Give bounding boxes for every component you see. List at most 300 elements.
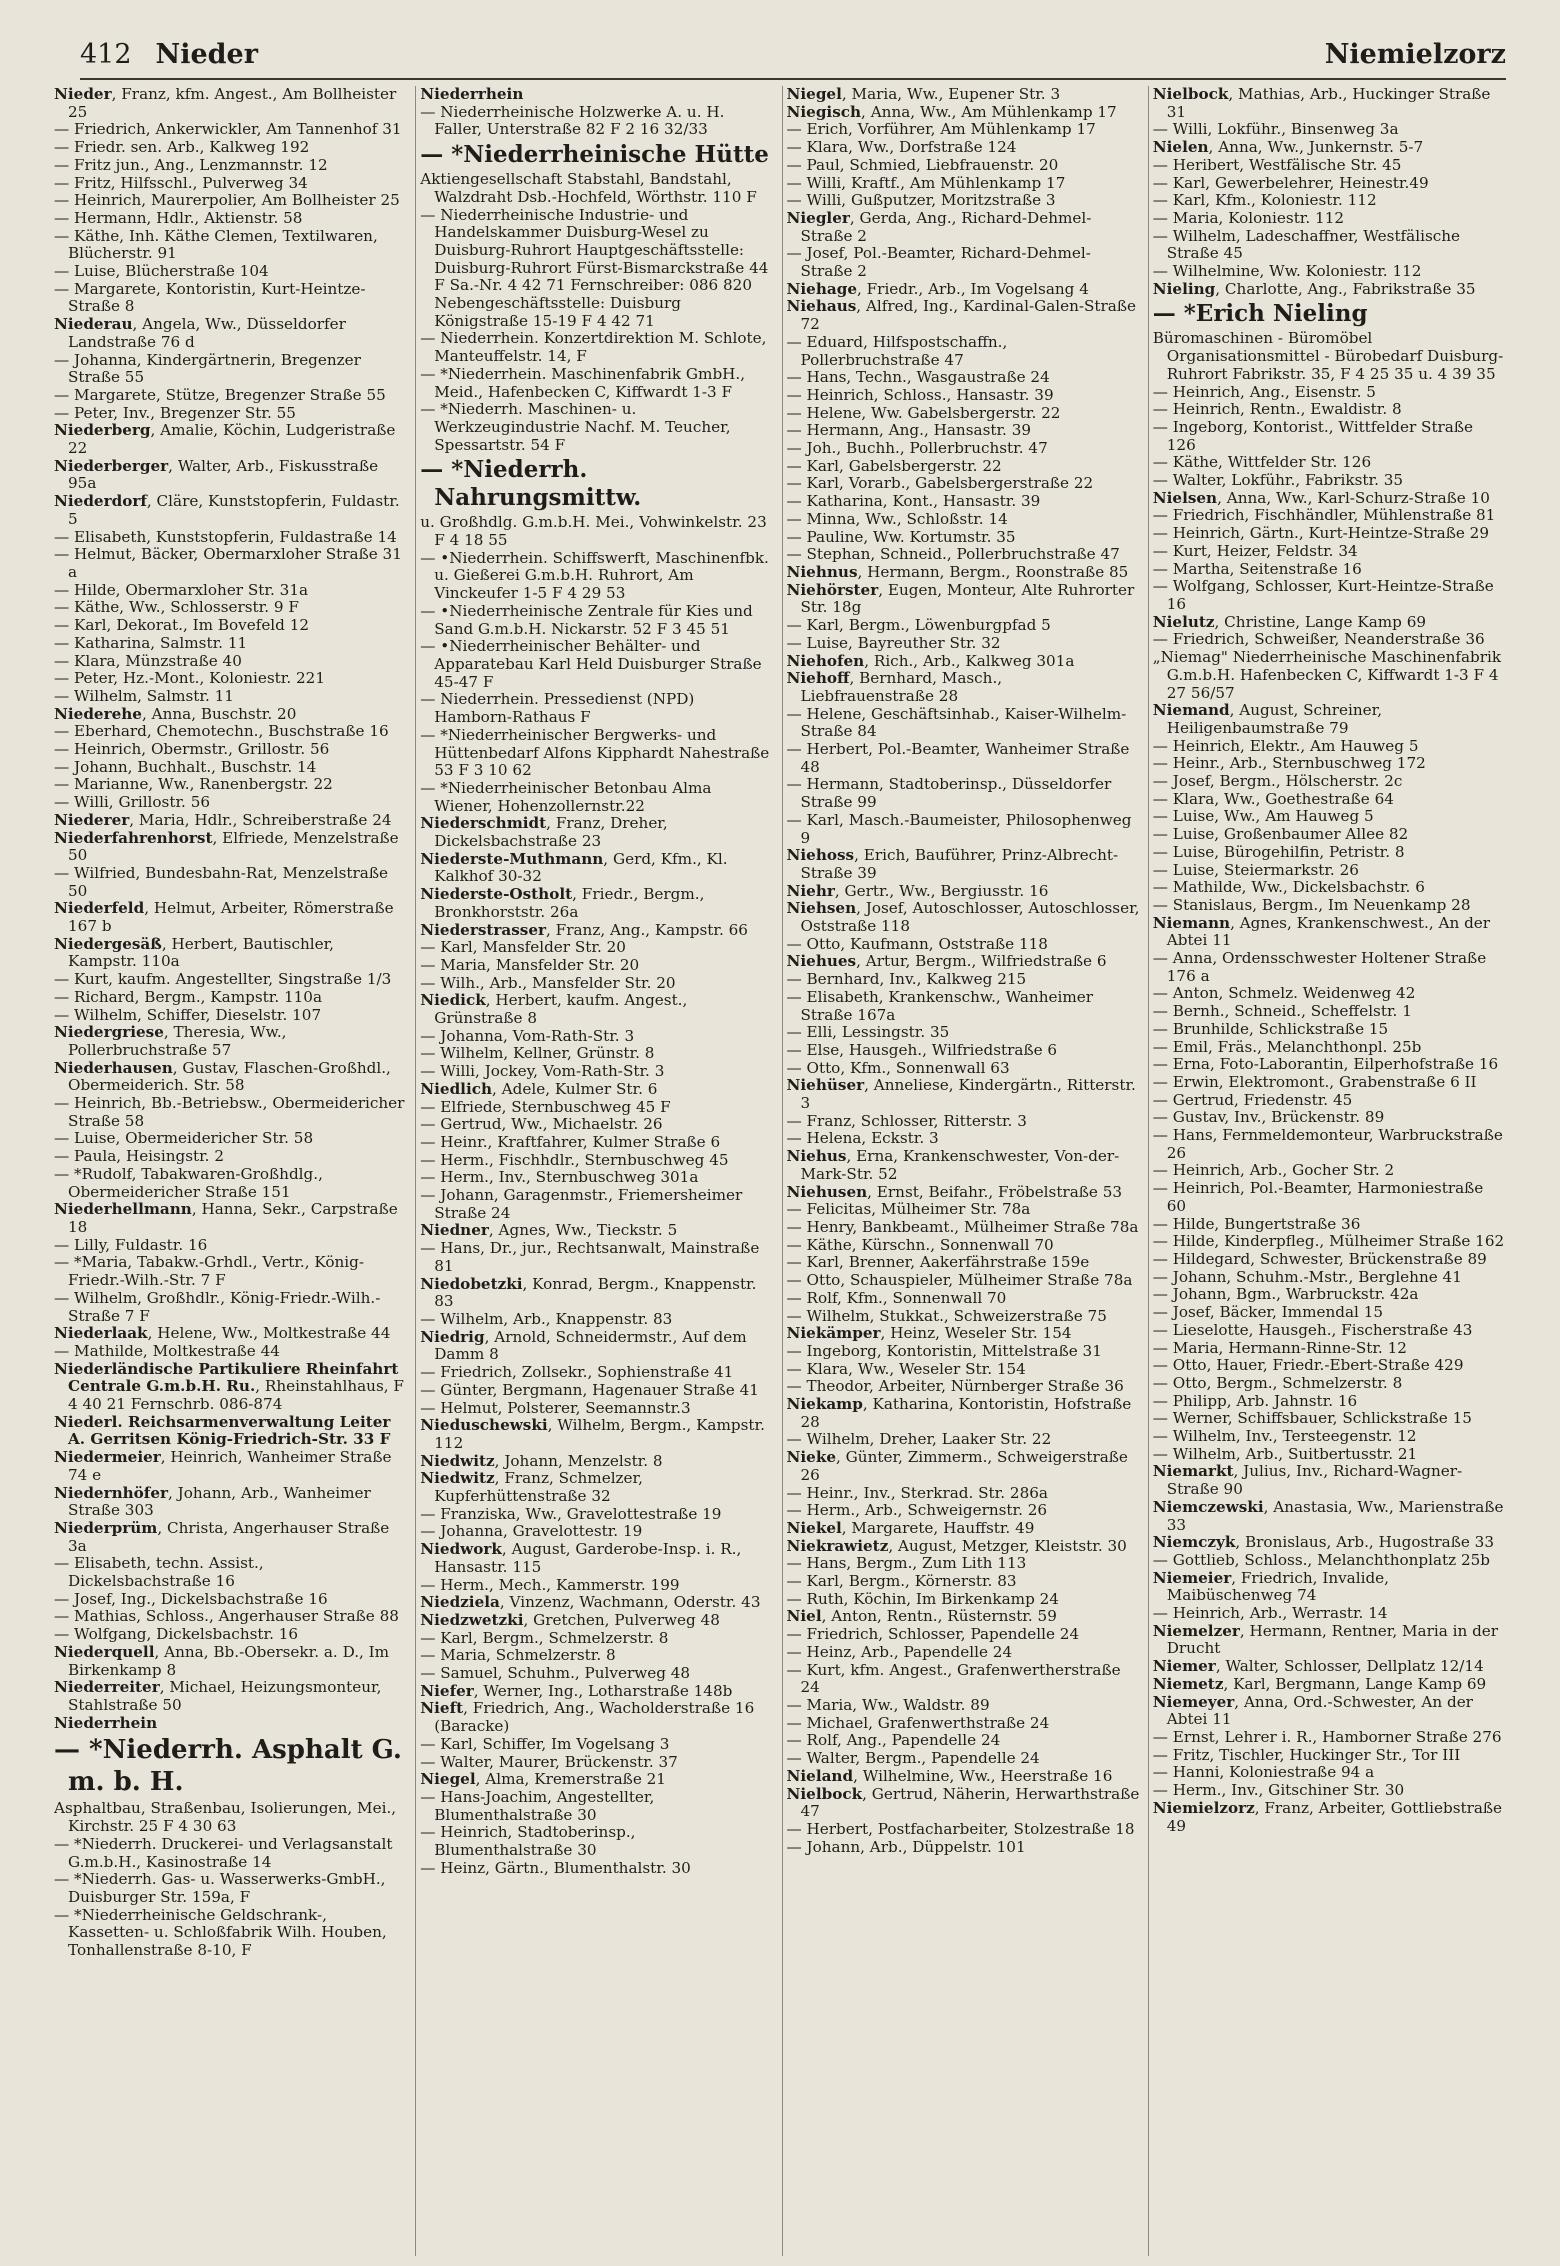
- directory-entry: Niemczyk, Bronislaus, Arb., Hugostraße 33: [1152, 1533, 1494, 1552]
- directory-entry: — Kurt, kaufm. Angestellter, Singstraße 1/3: [54, 970, 392, 989]
- directory-entry: — Hans-Joachim, Angestellter, Blumenthalstraße 30: [420, 1787, 655, 1824]
- directory-entry: — Heinrich, Arb., Werrastr. 14: [1152, 1604, 1388, 1623]
- directory-entry: Niehage, Friedr., Arb., Im Vogelsang 4: [786, 279, 1089, 298]
- directory-entry: — Karl, Schiffer, Im Vogelsang 3: [420, 1734, 670, 1753]
- directory-entry: Niemielzorz, Franz, Arbeiter, Gottliebstraße 49: [1152, 1798, 1503, 1835]
- directory-entry: — Otto, Kaufmann, Oststraße 118: [786, 934, 1048, 953]
- directory-entry: Niederer, Maria, Hdlr., Schreiberstraße 24: [54, 810, 392, 829]
- directory-entry: — Mathilde, Moltkestraße 44: [54, 1341, 280, 1360]
- directory-entry: — Theodor, Arbeiter, Nürnberger Straße 36: [786, 1377, 1124, 1396]
- directory-entry: Niedergriese, Theresia, Ww., Pollerbruchstraße 57: [54, 1023, 287, 1059]
- directory-entry: — Stephan, Schneid., Pollerbruchstraße 47: [786, 545, 1120, 564]
- directory-entry: — Maria, Schmelzerstr. 8: [420, 1646, 616, 1665]
- directory-entry: Niekamp, Katharina, Kontoristin, Hofstraße 28: [786, 1395, 1132, 1431]
- directory-entry: — Wilhelm, Dreher, Laaker Str. 22: [786, 1430, 1052, 1449]
- directory-entry: — Karl, Brenner, Aakerfährstraße 159e: [786, 1253, 1090, 1272]
- directory-entry: — Wilhelm, Salmstr. 11: [54, 686, 234, 705]
- directory-entry: — Mathilde, Ww., Dickelsbachstr. 6: [1152, 878, 1425, 897]
- directory-entry: — *Niederrh. Druckerei- und Verlagsanstalt G.m.b.H., Kasinostraße 14: [54, 1834, 393, 1871]
- directory-entry: Nielen, Anna, Ww., Junkernstr. 5-7: [1152, 138, 1424, 157]
- directory-entry: Nielbock, Gertrud, Näherin, Herwarthstraße 47: [786, 1784, 1140, 1821]
- directory-entry: — Johanna, Kindergärtnerin, Bregenzer Straße 55: [54, 350, 361, 387]
- directory-entry: — Anna, Ordensschwester Holtener Straße 176 a: [1152, 949, 1487, 985]
- directory-entry: — *Niederrhein. Maschinenfabrik GmbH., Meid., Hafenbecken C, Kiffwardt 1-3 F: [420, 364, 746, 401]
- directory-entry: — Pauline, Ww. Kortumstr. 35: [786, 527, 1016, 546]
- directory-entry: — Karl, Bergm., Löwenburgpfad 5: [786, 616, 1051, 635]
- directory-entry: Niemarkt, Julius, Inv., Richard-Wagner-Straße 90: [1152, 1462, 1463, 1499]
- directory-entry: — Heinrich, Pol.-Beamter, Harmoniestraße 60: [1152, 1179, 1484, 1215]
- directory-entry: Nieland, Wilhelmine, Ww., Heerstraße 16: [786, 1766, 1113, 1785]
- directory-entry: Nielsen, Anna, Ww., Karl-Schurz-Straße 10: [1152, 488, 1490, 507]
- directory-entry: Niegel, Maria, Ww., Eupener Str. 3: [786, 86, 1061, 103]
- directory-entry: — Willi, Gußputzer, Moritzstraße 3: [786, 191, 1056, 210]
- directory-entry: — Peter, Inv., Bregenzer Str. 55: [54, 403, 296, 422]
- directory-entry: Niegel, Alma, Kremerstraße 21: [420, 1770, 666, 1789]
- directory-entry: — Heinrich, Ang., Eisenstr. 5: [1152, 382, 1376, 401]
- directory-entry: — Wilhelm, Kellner, Grünstr. 8: [420, 1044, 655, 1063]
- directory-entry: — Gustav, Inv., Brückenstr. 89: [1152, 1108, 1385, 1127]
- directory-entry: — *Niederrh. Maschinen- u. Werkzeugindustrie Nachf. M. Teucher, Spessartstr. 54 F: [420, 400, 731, 454]
- directory-entry: — Luise, Steiermarkstr. 26: [1152, 860, 1359, 879]
- directory-entry: — Bernhard, Inv., Kalkweg 215: [786, 970, 1027, 989]
- directory-entry: — Herbert, Postfacharbeiter, Stolzestraße 18: [786, 1819, 1135, 1838]
- directory-entry: — Wilfried, Bundesbahn-Rat, Menzelstraße 50: [54, 863, 388, 900]
- directory-entry: — Philipp, Arb. Jahnstr. 16: [1152, 1391, 1358, 1410]
- directory-entry: Niemeyer, Anna, Ord.-Schwester, An der Abtei 11: [1152, 1692, 1473, 1729]
- directory-entry: — *Niederrheinische Hütte: [420, 141, 769, 169]
- directory-entry: — Klara, Ww., Goethestraße 64: [1152, 789, 1394, 808]
- directory-entry: — *Niederrheinischer Betonbau Alma Wiener, Hohenzollernstr.22: [420, 778, 712, 815]
- directory-entry: — •Niederrhein. Schiffswerft, Maschinenfbk. u. Gießerei G.m.b.H. Ruhrort, Am Vinckeufer 1-5 F 4 29 53: [420, 548, 769, 603]
- directory-entry: Niederdorf, Cläre, Kunststopferin, Fuldastr. 5: [54, 492, 400, 528]
- column-3: [782, 86, 1140, 2256]
- directory-entry: — Käthe, Inh. Käthe Clemen, Textilwaren, Blücherstr. 91: [54, 226, 378, 263]
- directory-entry: — Martha, Seitenstraße 16: [1152, 559, 1362, 578]
- directory-entry: — Josef, Bergm., Hölscherstr. 2c: [1152, 772, 1403, 791]
- directory-entry: — Minna, Ww., Schloßstr. 14: [786, 509, 1008, 528]
- directory-entry: — Heribert, Westfälische Str. 45: [1152, 155, 1402, 174]
- directory-entry: — Katharina, Kont., Hansastr. 39: [786, 492, 1041, 511]
- directory-entry: Niekel, Margarete, Hauffstr. 49: [786, 1518, 1035, 1537]
- directory-entry: — Franziska, Ww., Gravelottestraße 19: [420, 1504, 722, 1523]
- directory-entry: Niedermeier, Heinrich, Wanheimer Straße 74 e: [54, 1448, 392, 1484]
- directory-entry: — Herm., Inv., Sternbuschweg 301a: [420, 1168, 699, 1187]
- page-header: [80, 30, 1506, 80]
- directory-entry: Niederschmidt, Franz, Dreher, Dickelsbachstraße 23: [420, 814, 668, 851]
- directory-entry: — Hilde, Bungertstraße 36: [1152, 1214, 1361, 1233]
- directory-entry: — Heinrich, Obermstr., Grillostr. 56: [54, 740, 330, 759]
- header-last-entry: Niemielzorz: [1324, 38, 1506, 70]
- directory-entry: Niedrig, Arnold, Schneidermstr., Auf dem Damm 8: [420, 1327, 747, 1364]
- directory-entry: — Elli, Lessingstr. 35: [786, 1023, 950, 1042]
- directory-entry: Niedwitz, Johann, Menzelstr. 8: [420, 1451, 663, 1470]
- directory-entry: — Fritz, Tischler, Huckinger Str., Tor III: [1152, 1745, 1461, 1764]
- directory-entry: Niederehe, Anna, Buschstr. 20: [54, 704, 297, 723]
- directory-entry: — Maria, Mansfelder Str. 20: [420, 955, 640, 974]
- directory-entry: Niegler, Gerda, Ang., Richard-Dehmel-Straße 2: [786, 208, 1092, 245]
- directory-entry: — *Maria, Tabakw.-Grhdl., Vertr., König-Friedr.-Wilh.-Str. 7 F: [54, 1253, 364, 1290]
- directory-entry: — Otto, Schauspieler, Mülheimer Straße 78a: [786, 1271, 1133, 1290]
- directory-entry: — Lieselotte, Hausgeh., Fischerstraße 43: [1152, 1320, 1473, 1339]
- directory-entry: — Günter, Bergmann, Hagenauer Straße 41: [420, 1380, 759, 1399]
- directory-entry: — Felicitas, Mülheimer Str. 78a: [786, 1200, 1031, 1219]
- directory-entry: Niehus, Erna, Krankenschwester, Von-der-Mark-Str. 52: [786, 1147, 1120, 1183]
- directory-entry: — Samuel, Schuhm., Pulverweg 48: [420, 1664, 691, 1683]
- directory-entry: — •Niederrheinischer Behälter- und Apparatebau Karl Held Duisburger Straße 45-47 F: [420, 637, 762, 691]
- directory-entry: — Käthe, Kürschn., Sonnenwall 70: [786, 1235, 1054, 1254]
- directory-entry: — Otto, Hauer, Friedr.-Ebert-Straße 429: [1152, 1356, 1464, 1375]
- directory-entry: Niehnus, Hermann, Bergm., Roonstraße 85: [786, 562, 1129, 581]
- directory-entry: — Kurt, Heizer, Feldstr. 34: [1152, 541, 1358, 560]
- directory-entry: — Herm., Mech., Kammerstr. 199: [420, 1575, 680, 1594]
- directory-entry: — Friedrich, Fischhändler, Mühlenstraße 81: [1152, 506, 1496, 525]
- directory-entry: — Karl, Vorarb., Gabelsbergerstraße 22: [786, 474, 1094, 493]
- directory-entry: Niederprüm, Christa, Angerhauser Straße 3a: [54, 1518, 390, 1555]
- directory-entry: — Ruth, Köchin, Im Birkenkamp 24: [786, 1589, 1059, 1608]
- directory-entry: — Wolfgang, Dickelsbachstr. 16: [54, 1625, 299, 1644]
- directory-entry: — Johann, Bgm., Warbruckstr. 42a: [1152, 1285, 1419, 1304]
- directory-entry: Niederfeld, Helmut, Arbeiter, Römerstraße 167 b: [54, 899, 394, 936]
- directory-entry: — Werner, Schiffsbauer, Schlickstraße 15: [1152, 1409, 1472, 1428]
- directory-entry: Niedzwetzki, Gretchen, Pulverweg 48: [420, 1610, 720, 1629]
- directory-entry: — Hans, Bergm., Zum Lith 113: [786, 1554, 1027, 1573]
- directory-entry: — Walter, Maurer, Brückenstr. 37: [420, 1752, 678, 1771]
- directory-entry: — Heinrich, Rentn., Ewaldistr. 8: [1152, 400, 1402, 419]
- directory-entry: Niehörster, Eugen, Monteur, Alte Ruhrorter Str. 18g: [786, 580, 1135, 617]
- directory-entry: — •Niederrheinische Zentrale für Kies und Sand G.m.b.H. Nickarstr. 52 F 3 45 51: [420, 601, 753, 638]
- column-2: [415, 86, 773, 2256]
- directory-entry: — Wilhelmine, Ww. Koloniestr. 112: [1152, 262, 1422, 281]
- directory-entry: — Else, Hausgeh., Wilfriedstraße 6: [786, 1040, 1058, 1059]
- directory-entry: Niederste-Muthmann, Gerd, Kfm., Kl. Kalkhof 30-32: [420, 849, 728, 886]
- directory-entry: — Helene, Geschäftsinhab., Kaiser-Wilhelm-Straße 84: [786, 704, 1127, 741]
- directory-entry: — Luise, Großenbaumer Allee 82: [1152, 825, 1409, 844]
- directory-entry: — Lilly, Fuldastr. 16: [54, 1235, 208, 1254]
- directory-entry: — Heinz, Gärtn., Blumenthalstr. 30: [420, 1858, 691, 1877]
- directory-entry: — Richard, Bergm., Kampstr. 110a: [54, 987, 323, 1006]
- directory-entry: — Helmut, Bäcker, Obermarxloher Straße 31 a: [54, 545, 402, 581]
- directory-entry: — Eduard, Hilfspostschaffn., Pollerbruchstraße 47: [786, 332, 1008, 369]
- directory-entry: — Herm., Inv., Gitschiner Str. 30: [1152, 1781, 1405, 1800]
- directory-entry: — Johann, Buchhalt., Buschstr. 14: [54, 757, 317, 776]
- directory-entry: — Klara, Ww., Weseler Str. 154: [786, 1359, 1026, 1378]
- directory-entry: — Willi, Jockey, Vom-Rath-Str. 3: [420, 1062, 665, 1081]
- directory-entry: — Niederrhein. Konzertdirektion M. Schlote, Manteuffelstr. 14, F: [420, 329, 767, 366]
- directory-entry: — Heinrich, Schloss., Hansastr. 39: [786, 385, 1054, 404]
- directory-entry: Büromaschinen - Büromöbel Organisationsmittel - Bürobedarf Duisburg-Ruhrort Fabrikstr. 35, F 4 25 35 u. 4 39 35: [1152, 329, 1504, 383]
- directory-entry: — Willi, Lokführ., Binsenweg 3a: [1152, 120, 1399, 139]
- directory-entry: Nielutz, Christine, Lange Kamp 69: [1152, 612, 1427, 631]
- directory-entry: — Hans, Fernmeldemonteur, Warbruckstraße 26: [1152, 1126, 1503, 1162]
- directory-entry: — *Niederrheinischer Bergwerks- und Hüttenbedarf Alfons Kipphardt Nahestraße 53 F 3 10 62: [420, 725, 770, 780]
- directory-entry: — Heinrich, Stadtoberinsp., Blumenthalstraße 30: [420, 1823, 636, 1860]
- directory-columns: [54, 86, 1506, 2256]
- directory-entry: Niemeier, Friedrich, Invalide, Maibüschenweg 74: [1152, 1568, 1389, 1605]
- directory-entry: — Heinrich, Arb., Gocher Str. 2: [1152, 1161, 1395, 1180]
- directory-entry: — Wilhelm, Schiffer, Dieselstr. 107: [54, 1005, 322, 1024]
- directory-entry: — Wolfgang, Schlosser, Kurt-Heintze-Straße 16: [1152, 577, 1494, 613]
- directory-entry: — Margarete, Stütze, Bregenzer Straße 55: [54, 385, 386, 404]
- directory-entry: — Friedrich, Schweißer, Neanderstraße 36: [1152, 630, 1485, 649]
- directory-entry: — Marianne, Ww., Ranenbergstr. 22: [54, 775, 333, 794]
- directory-entry: — Walter, Lokführ., Fabrikstr. 35: [1152, 471, 1404, 490]
- directory-entry: — Friedr. sen. Arb., Kalkweg 192: [54, 138, 310, 157]
- directory-entry: Niehr, Gertr., Ww., Bergiusstr. 16: [786, 881, 1049, 900]
- directory-entry: — Willi, Kraftf., Am Mühlenkamp 17: [786, 173, 1066, 192]
- directory-entry: Niederberg, Amalie, Köchin, Ludgeristraße 22: [54, 421, 396, 458]
- directory-entry: — *Niederrh. Asphalt G. m. b. H.: [54, 1735, 402, 1798]
- directory-entry: — Brunhilde, Schlickstraße 15: [1152, 1019, 1389, 1038]
- directory-entry: — Eberhard, Chemotechn., Buschstraße 16: [54, 722, 389, 741]
- directory-entry: — Karl, Kfm., Koloniestr. 112: [1152, 191, 1377, 210]
- directory-entry: Niedwork, August, Garderobe-Insp. i. R., Hansastr. 115: [420, 1540, 742, 1576]
- directory-entry: — Paul, Schmied, Liebfrauenstr. 20: [786, 155, 1059, 174]
- directory-entry: Niemann, Agnes, Krankenschwest., An der Abtei 11: [1152, 913, 1491, 950]
- directory-entry: — Erich, Vorführer, Am Mühlenkamp 17: [786, 120, 1096, 139]
- directory-entry: Niemczewski, Anastasia, Ww., Marienstraße 33: [1152, 1497, 1504, 1534]
- directory-entry: Niederrhein: [54, 1713, 158, 1732]
- directory-entry: — Fritz, Hilfsschl., Pulverweg 34: [54, 173, 308, 192]
- directory-entry: Niehsen, Josef, Autoschlosser, Autoschlosser, Oststraße 118: [786, 899, 1140, 936]
- directory-entry: — *Niederrheinische Geldschrank-, Kassetten- u. Schloßfabrik Wilh. Houben, Tonhallenstraße 8-10, F: [54, 1905, 387, 1960]
- directory-entry: — Erna, Foto-Laborantin, Eilperhofstraße 16: [1152, 1055, 1499, 1074]
- header-first-entry: Nieder: [155, 38, 258, 70]
- directory-entry: — Niederrhein. Pressedienst (NPD) Hamborn-Rathaus F: [420, 690, 695, 727]
- directory-entry: — Anton, Schmelz. Weidenweg 42: [1152, 984, 1416, 1003]
- directory-entry: — Herm., Arb., Schweigernstr. 26: [786, 1501, 1048, 1520]
- directory-entry: — Walter, Bergm., Papendelle 24: [786, 1749, 1040, 1768]
- directory-entry: — Gottlieb, Schloss., Melanchthonplatz 25b: [1152, 1550, 1491, 1569]
- page-number: 412: [80, 38, 132, 70]
- directory-entry: — Karl, Masch.-Baumeister, Philosophenweg 9: [786, 810, 1132, 847]
- directory-entry: — Heinr., Kraftfahrer, Kulmer Straße 6: [420, 1132, 721, 1151]
- directory-entry: Niederl. Reichsarmenverwaltung Leiter A. Gerritsen König-Friedrich-Str. 33 F: [54, 1412, 391, 1449]
- directory-entry: — Hanni, Koloniestraße 94 a: [1152, 1763, 1375, 1782]
- directory-entry: Niederfahrenhorst, Elfriede, Menzelstraße 50: [54, 828, 399, 865]
- directory-entry: — Emil, Fräs., Melanchthonpl. 25b: [1152, 1037, 1422, 1056]
- directory-entry: Niemetz, Karl, Bergmann, Lange Kamp 69: [1152, 1674, 1487, 1693]
- directory-entry: — Hermann, Stadtoberinsp., Düsseldorfer Straße 99: [786, 775, 1112, 812]
- directory-entry: — Hilde, Obermarxloher Str. 31a: [54, 580, 309, 599]
- directory-entry: — *Niederrh. Nahrungsmittw.: [420, 456, 642, 512]
- directory-entry: — Elisabeth, Krankenschw., Wanheimer Straße 167a: [786, 987, 1093, 1024]
- column-4: [1148, 86, 1506, 2256]
- directory-entry: — Heinr., Inv., Sterkrad. Str. 286a: [786, 1483, 1048, 1502]
- directory-entry: — Luise, Bürogehilfin, Petristr. 8: [1152, 842, 1405, 861]
- directory-entry: — Wilhelm, Stukkat., Schweizerstraße 75: [786, 1306, 1107, 1325]
- directory-entry: — Hermann, Ang., Hansastr. 39: [786, 421, 1032, 440]
- directory-entry: — Helmut, Polsterer, Seemannstr.3: [420, 1398, 691, 1417]
- directory-entry: Niedwitz, Franz, Schmelzer, Kupferhüttenstraße 32: [420, 1469, 643, 1506]
- directory-entry: Niedobetzki, Konrad, Bergm., Knappenstr. 83: [420, 1274, 757, 1311]
- directory-entry: Niel, Anton, Rentn., Rüsternstr. 59: [786, 1607, 1057, 1626]
- directory-entry: — Maria, Hermann-Rinne-Str. 12: [1152, 1338, 1407, 1357]
- directory-entry: Niedernhöfer, Johann, Arb., Wanheimer Straße 303: [54, 1483, 371, 1520]
- directory-entry: Niederberger, Walter, Arb., Fiskusstraße 95a: [54, 456, 379, 493]
- directory-entry: Niederquell, Anna, Bb.-Obersekr. a. D., Im Birkenkamp 8: [54, 1642, 390, 1679]
- directory-entry: — Wilhelm, Inv., Tersteegenstr. 12: [1152, 1427, 1417, 1446]
- directory-entry: — Ernst, Lehrer i. R., Hamborner Straße 276: [1152, 1727, 1502, 1746]
- directory-entry: — Stanislaus, Bergm., Im Neuenkamp 28: [1152, 895, 1471, 914]
- directory-entry: Nieduschewski, Wilhelm, Bergm., Kampstr. 112: [420, 1416, 765, 1452]
- directory-entry: Nieder, Franz, kfm. Angest., Am Bollheister 25: [54, 86, 397, 121]
- directory-entry: — Rolf, Kfm., Sonnenwall 70: [786, 1288, 1007, 1307]
- directory-entry: — Niederrheinische Industrie- und Handelskammer Duisburg-Wesel zu Duisburg-Ruhrort Hauptgeschäftsstelle: Duisburg-Ruhrort Fürst-Bismarckstraße 44 F Sa.-Nr. 4 42 71 Fernschreiber: 086 820 Nebengeschäftsstelle: Duisburg Königstraße 15-19 F 4 42 71: [420, 205, 769, 330]
- directory-entry: — Wilhelm, Arb., Suitbertusstr. 21: [1152, 1444, 1418, 1463]
- directory-entry: — Friedrich, Zollsekr., Sophienstraße 41: [420, 1363, 734, 1382]
- directory-entry: — Karl, Bergm., Körnerstr. 83: [786, 1572, 1017, 1591]
- directory-entry: Niekrawietz, August, Metzger, Kleiststr. 30: [786, 1536, 1127, 1555]
- directory-entry: — Karl, Gabelsbergerstr. 22: [786, 456, 1002, 475]
- directory-entry: u. Großhdlg. G.m.b.H. Mei., Vohwinkelstr. 23 F 4 18 55: [420, 513, 767, 550]
- directory-entry: Niehofen, Rich., Arb., Kalkweg 301a: [786, 651, 1075, 670]
- directory-entry: — Johann, Schuhm.-Mstr., Berglehne 41: [1152, 1267, 1462, 1286]
- directory-entry: — Maria, Koloniestr. 112: [1152, 208, 1345, 227]
- directory-entry: „Niemag" Niederrheinische Maschinenfabrik G.m.b.H. Hafenbecken C, Kiffwardt 1-3 F 4 27 56/57: [1152, 648, 1502, 702]
- directory-entry: Niederstrasser, Franz, Ang., Kampstr. 66: [420, 920, 748, 939]
- directory-entry: — Hermann, Hdlr., Aktienstr. 58: [54, 208, 303, 227]
- directory-entry: — Josef, Ing., Dickelsbachstraße 16: [54, 1589, 328, 1608]
- directory-entry: — Bernh., Schneid., Scheffelstr. 1: [1152, 1002, 1412, 1021]
- directory-entry: — Wilhelm, Arb., Knappenstr. 83: [420, 1310, 673, 1328]
- directory-entry: — Karl, Dekorat., Im Bovefeld 12: [54, 616, 310, 635]
- directory-entry: Asphaltbau, Straßenbau, Isolierungen, Mei., Kirchstr. 25 F 4 30 63: [54, 1799, 397, 1836]
- directory-entry: — *Rudolf, Tabakwaren-Großhdlg., Obermeidericher Straße 151: [54, 1164, 323, 1201]
- directory-entry: — Ingeborg, Kontoristin, Mittelstraße 31: [786, 1341, 1102, 1360]
- directory-entry: Niederste-Ostholt, Friedr., Bergm., Bronkhorststr. 26a: [420, 885, 705, 921]
- directory-entry: — Joh., Buchh., Pollerbruchstr. 47: [786, 439, 1048, 458]
- directory-entry: — Henry, Bankbeamt., Mülheimer Straße 78a: [786, 1218, 1139, 1236]
- directory-entry: Niehoss, Erich, Bauführer, Prinz-Albrecht-Straße 39: [786, 846, 1119, 882]
- directory-entry: — Kurt, kfm. Angest., Grafenwertherstraße 24: [786, 1660, 1121, 1697]
- directory-entry: — Hans, Dr., jur., Rechtsanwalt, Mainstraße 81: [420, 1239, 760, 1275]
- directory-entry: — Karl, Mansfelder Str. 20: [420, 938, 626, 957]
- directory-entry: Niekämper, Heinz, Weseler Str. 154: [786, 1324, 1072, 1343]
- directory-entry: Niemand, August, Schreiner, Heiligenbaumstraße 79: [1152, 701, 1383, 737]
- directory-entry: Niederhellmann, Hanna, Sekr., Carpstraße 18: [54, 1200, 398, 1236]
- directory-entry: Nieft, Friedrich, Ang., Wacholderstraße 16 (Baracke): [420, 1699, 755, 1736]
- directory-entry: — Otto, Kfm., Sonnenwall 63: [786, 1058, 1010, 1077]
- directory-entry: Niedner, Agnes, Ww., Tieckstr. 5: [420, 1221, 678, 1240]
- directory-entry: — Heinrich, Elektr., Am Hauweg 5: [1152, 736, 1419, 755]
- column-1: [54, 86, 407, 2256]
- directory-entry: — Hilde, Kinderpfleg., Mülheimer Straße 162: [1152, 1232, 1505, 1251]
- directory-entry: — Hildegard, Schwester, Brückenstraße 89: [1152, 1250, 1487, 1268]
- directory-entry: — Johann, Arb., Düppelstr. 101: [786, 1837, 1026, 1856]
- directory-entry: Niehoff, Bernhard, Masch., Liebfrauenstraße 28: [786, 669, 1003, 705]
- directory-entry: Niedziela, Vinzenz, Wachmann, Oderstr. 43: [420, 1593, 761, 1612]
- directory-entry: — Johanna, Gravelottestr. 19: [420, 1522, 643, 1541]
- directory-entry: — Johanna, Vom-Rath-Str. 3: [420, 1026, 635, 1045]
- directory-entry: — Elisabeth, Kunststopferin, Fuldastraße 14: [54, 527, 397, 546]
- directory-entry: Niefer, Werner, Ing., Lotharstraße 148b: [420, 1681, 733, 1700]
- directory-entry: — Paula, Heisingstr. 2: [54, 1147, 225, 1166]
- directory-entry: — Heinr., Arb., Sternbuschweg 172: [1152, 754, 1426, 773]
- directory-entry: — *Erich Nieling: [1152, 300, 1368, 328]
- directory-entry: — Gertrud, Ww., Michaelstr. 26: [420, 1115, 663, 1134]
- directory-entry: Niedlich, Adele, Kulmer Str. 6: [420, 1079, 658, 1098]
- directory-entry: — Karl, Gewerbelehrer, Heinestr.49: [1152, 173, 1429, 192]
- directory-entry: Niehaus, Alfred, Ing., Kardinal-Galen-Straße 72: [786, 297, 1136, 334]
- directory-entry: — Klara, Ww., Dorfstraße 124: [786, 138, 1017, 157]
- directory-entry: Niederrhein: [420, 86, 524, 103]
- directory-entry: Niedick, Herbert, kaufm. Angest., Grünstraße 8: [420, 991, 688, 1028]
- directory-entry: — Ingeborg, Kontorist., Wittfelder Straße 126: [1152, 417, 1473, 454]
- directory-entry: Niederländische Partikuliere Rheinfahrt Centrale G.m.b.H. Ru., Rheinstahlhaus, F 4 40 21 Fernschrb. 086-874: [54, 1359, 404, 1414]
- directory-entry: Aktiengesellschaft Stabstahl, Bandstahl, Walzdraht Dsb.-Hochfeld, Wörthstr. 110 F: [420, 170, 757, 206]
- directory-entry: Nieling, Charlotte, Ang., Fabrikstraße 35: [1152, 279, 1476, 298]
- directory-entry: Niehusen, Ernst, Beifahr., Fröbelstraße 53: [786, 1182, 1123, 1201]
- directory-entry: — Herbert, Pol.-Beamter, Wanheimer Straße 48: [786, 740, 1130, 776]
- directory-entry: — Michael, Grafenwerthstraße 24: [786, 1713, 1050, 1732]
- directory-entry: — Rolf, Ang., Papendelle 24: [786, 1731, 1001, 1750]
- directory-entry: — Margarete, Kontoristin, Kurt-Heintze-Straße 8: [54, 279, 366, 316]
- directory-entry: — Maria, Ww., Waldstr. 89: [786, 1695, 990, 1714]
- directory-entry: — Luise, Bayreuther Str. 32: [786, 633, 1001, 652]
- directory-entry: — Wilhelm, Großhdlr., König-Friedr.-Wilh.-Straße 7 F: [54, 1288, 381, 1325]
- directory-entry: — Josef, Bäcker, Immendal 15: [1152, 1303, 1384, 1322]
- directory-entry: — Friedrich, Schlosser, Papendelle 24: [786, 1625, 1080, 1644]
- directory-entry: — Elisabeth, techn. Assist., Dickelsbachstraße 16: [54, 1554, 264, 1591]
- directory-entry: — Peter, Hz.-Mont., Koloniestr. 221: [54, 669, 325, 688]
- directory-entry: — Wilhelm, Ladeschaffner, Westfälische Straße 45: [1152, 226, 1461, 263]
- directory-entry: Nieke, Günter, Zimmerm., Schweigerstraße 26: [786, 1448, 1128, 1484]
- directory-entry: — Heinrich, Maurerpolier, Am Bollheister 25: [54, 191, 400, 210]
- directory-entry: Niederlaak, Helene, Ww., Moltkestraße 44: [54, 1324, 391, 1343]
- directory-entry: — Fritz jun., Ang., Lenzmannstr. 12: [54, 155, 328, 174]
- directory-entry: — Wilh., Arb., Mansfelder Str. 20: [420, 973, 676, 992]
- directory-entry: — Josef, Pol.-Beamter, Richard-Dehmel-Straße 2: [786, 244, 1091, 281]
- directory-entry: — Heinrich, Bb.-Betriebsw., Obermeidericher Straße 58: [54, 1094, 405, 1130]
- directory-entry: — *Niederrh. Gas- u. Wasserwerks-GmbH., Duisburger Str. 159a, F: [54, 1870, 386, 1906]
- directory-entry: — Willi, Grillostr. 56: [54, 793, 211, 812]
- directory-entry: — Luise, Blücherstraße 104: [54, 262, 269, 281]
- directory-entry: — Karl, Bergm., Schmelzerstr. 8: [420, 1628, 669, 1647]
- directory-entry: — Katharina, Salmstr. 11: [54, 633, 248, 652]
- directory-entry: Nielbock, Mathias, Arb., Huckinger Straße 31: [1152, 86, 1491, 121]
- directory-entry: Niederreiter, Michael, Heizungsmonteur, Stahlstraße 50: [54, 1678, 382, 1714]
- directory-entry: — Luise, Ww., Am Hauweg 5: [1152, 807, 1374, 826]
- directory-entry: — Elfriede, Sternbuschweg 45 F: [420, 1097, 671, 1116]
- directory-entry: — Otto, Bergm., Schmelzerstr. 8: [1152, 1373, 1403, 1392]
- directory-entry: Niegisch, Anna, Ww., Am Mühlenkamp 17: [786, 102, 1117, 121]
- directory-entry: — Johann, Garagenmstr., Friemersheimer Straße 24: [420, 1186, 743, 1222]
- directory-entry: Niemer, Walter, Schlosser, Dellplatz 12/14: [1152, 1657, 1484, 1676]
- directory-entry: Niehues, Artur, Bergm., Wilfriedstraße 6: [786, 952, 1107, 971]
- directory-entry: — Niederrheinische Holzwerke A. u. H. Faller, Unterstraße 82 F 2 16 32/33: [420, 102, 725, 139]
- directory-entry: — Helene, Ww. Gabelsbergerstr. 22: [786, 403, 1061, 422]
- directory-entry: — Gertrud, Friedenstr. 45: [1152, 1090, 1353, 1109]
- directory-entry: Niederhausen, Gustav, Flaschen-Großhdl., Obermeiderich. Str. 58: [54, 1058, 391, 1095]
- directory-entry: — Luise, Obermeidericher Str. 58: [54, 1129, 314, 1148]
- directory-entry: — Hans, Techn., Wasgaustraße 24: [786, 368, 1050, 387]
- directory-entry: — Heinz, Arb., Papendelle 24: [786, 1642, 1013, 1661]
- directory-entry: — Herm., Fischhdlr., Sternbuschweg 45: [420, 1150, 729, 1169]
- directory-entry: — Mathias, Schloss., Angerhauser Straße 88: [54, 1607, 399, 1626]
- directory-entry: Niemelzer, Hermann, Rentner, Maria in der Drucht: [1152, 1621, 1499, 1658]
- directory-entry: — Klara, Münzstraße 40: [54, 651, 242, 670]
- directory-entry: — Helena, Eckstr. 3: [786, 1129, 939, 1148]
- directory-entry: — Franz, Schlosser, Ritterstr. 3: [786, 1111, 1027, 1130]
- directory-entry: Niedergesäß, Herbert, Bautischler, Kampstr. 110a: [54, 934, 334, 971]
- directory-entry: — Käthe, Wittfelder Str. 126: [1152, 453, 1372, 472]
- directory-entry: — Käthe, Ww., Schlosserstr. 9 F: [54, 598, 299, 617]
- directory-entry: — Erwin, Elektromont., Grabenstraße 6 II: [1152, 1072, 1477, 1091]
- directory-entry: Niehüser, Anneliese, Kindergärtn., Ritterstr. 3: [786, 1076, 1136, 1113]
- directory-entry: — Friedrich, Ankerwickler, Am Tannenhof 31: [54, 120, 402, 139]
- directory-entry: Niederau, Angela, Ww., Düsseldorfer Landstraße 76 d: [54, 315, 346, 351]
- directory-entry: — Heinrich, Gärtn., Kurt-Heintze-Straße 29: [1152, 524, 1490, 543]
